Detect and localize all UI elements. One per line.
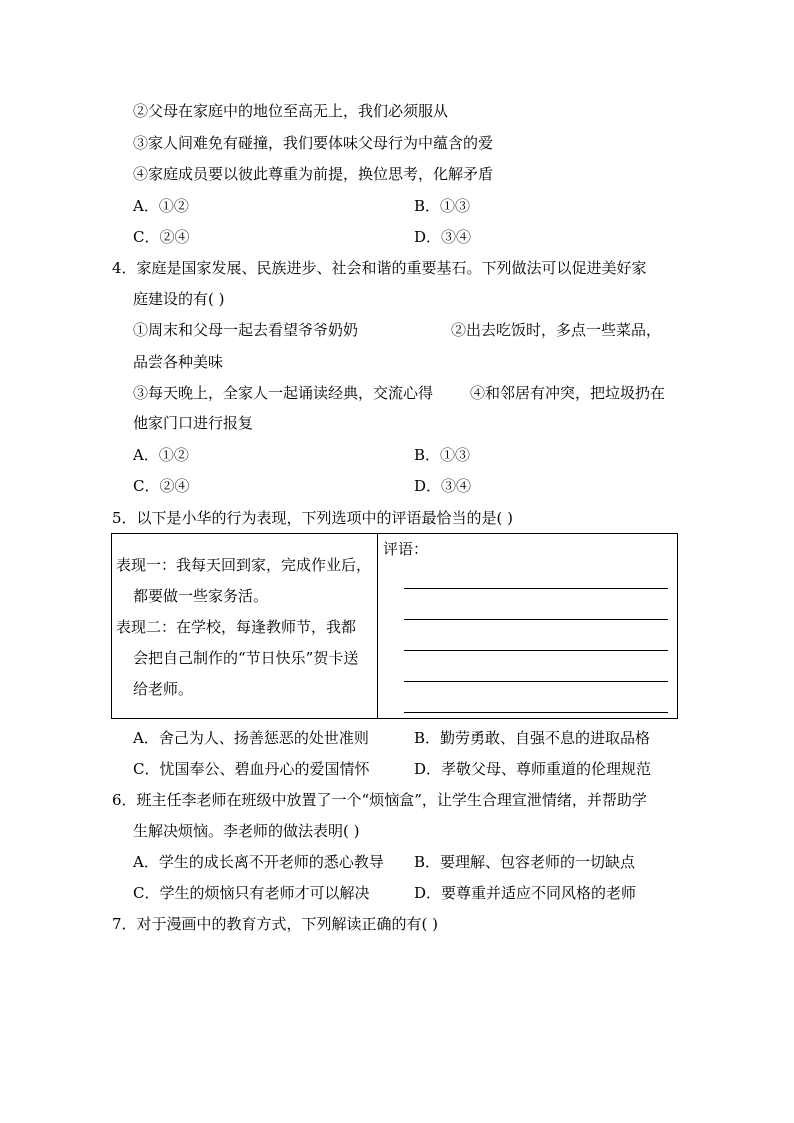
q6-stem-line2: 生解决烦恼。李老师的做法表明( ) bbox=[133, 822, 360, 840]
answer-blank-line bbox=[404, 650, 668, 651]
answer-blank-line bbox=[404, 681, 668, 682]
q5-option-d: D．孝敬父母、尊师重道的伦理规范 bbox=[414, 760, 652, 778]
q5-behavior-line: 都要做一些家务活。 bbox=[133, 587, 269, 605]
option-d: D．③④ bbox=[414, 228, 472, 246]
q4-statement-1: ①周末和父母一起去看望爷爷奶奶 bbox=[133, 321, 359, 339]
q4-option-b: B．①③ bbox=[414, 446, 471, 464]
option-a: A．①② bbox=[133, 197, 189, 215]
option-b: B．①③ bbox=[414, 197, 471, 215]
q6-option-b: B．要理解、包容老师的一切缺点 bbox=[414, 853, 636, 871]
statement-2: ②父母在家庭中的地位至高无上，我们必须服从 bbox=[133, 102, 449, 120]
q5-option-b: B．勤劳勇敢、自强不息的进取品格 bbox=[414, 729, 651, 747]
q4-stem-line1: 4．家庭是国家发展、民族进步、社会和谐的重要基石。下列做法可以促进美好家 bbox=[112, 259, 647, 277]
q4-statement-2b: 品尝各种美味 bbox=[133, 353, 224, 371]
q6-stem-line1: 6．班主任李老师在班级中放置了一个“烦恼盒”，让学生合理宣泄情绪，并帮助学 bbox=[112, 791, 647, 809]
q5-stem: 5．以下是小华的行为表现，下列选项中的评语最恰当的是( ) bbox=[112, 509, 514, 527]
q7-stem: 7．对于漫画中的教育方式，下列解读正确的有( ) bbox=[112, 915, 439, 933]
q4-statement-4a: ④和邻居有冲突，把垃圾扔在 bbox=[470, 384, 666, 402]
option-c: C．②④ bbox=[133, 228, 190, 246]
q5-comment-label: 评语： bbox=[383, 540, 429, 558]
q5-option-a: A．舍己为人、扬善惩恶的处世准则 bbox=[133, 729, 369, 747]
q6-option-c: C．学生的烦恼只有老师才可以解决 bbox=[133, 884, 370, 902]
q4-option-a: A．①② bbox=[133, 446, 189, 464]
q5-behavior-line: 表现二：在学校，每逢教师节，我都 bbox=[116, 618, 357, 636]
q6-option-d: D．要尊重并适应不同风格的老师 bbox=[414, 884, 637, 902]
q4-option-d: D．③④ bbox=[414, 477, 472, 495]
statement-3: ③家人间难免有碰撞，我们要体味父母行为中蕴含的爱 bbox=[133, 134, 494, 152]
q4-statement-4b: 他家门口进行报复 bbox=[133, 414, 254, 432]
q5-behavior-line: 给老师。 bbox=[133, 680, 194, 698]
q4-statement-2a: ②出去吃饭时，多点一些菜品， bbox=[451, 321, 662, 339]
q6-option-a: A．学生的成长离不开老师的悉心教导 bbox=[133, 853, 384, 871]
q4-statement-3: ③每天晚上，全家人一起诵读经典，交流心得 bbox=[133, 384, 434, 402]
q5-behavior-line: 表现一：我每天回到家，完成作业后， bbox=[116, 556, 372, 574]
answer-blank-line bbox=[404, 619, 668, 620]
answer-blank-line bbox=[404, 712, 668, 713]
q5-option-c: C．忧国奉公、碧血丹心的爱国情怀 bbox=[133, 760, 370, 778]
q4-option-c: C．②④ bbox=[133, 477, 190, 495]
q5-comment-cell bbox=[377, 533, 678, 719]
q4-stem-line2: 庭建设的有( ) bbox=[133, 290, 225, 308]
q5-behavior-line: 会把自己制作的“节日快乐”贺卡送 bbox=[133, 649, 359, 667]
answer-blank-line bbox=[404, 588, 668, 589]
statement-4: ④家庭成员要以彼此尊重为前提，换位思考，化解矛盾 bbox=[133, 165, 494, 183]
